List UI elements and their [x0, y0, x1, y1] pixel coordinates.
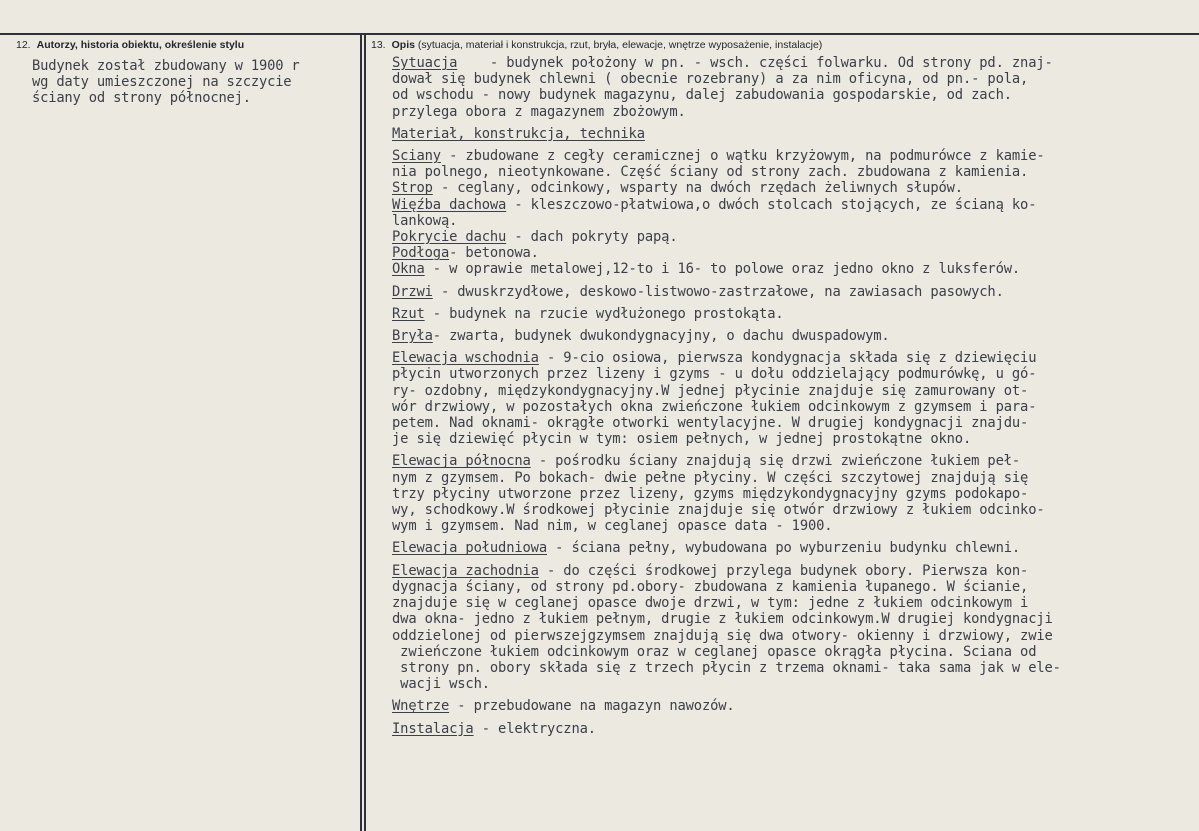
line-text: - w oprawie metalowej,12-to i 16- to polowe oraz jedno okno z luksferów. — [424, 261, 1021, 278]
line-text: wym i gzymsem. Nad nim, w ceglanej opasce data - 1900. — [392, 518, 833, 535]
description-line — [392, 197, 1192, 213]
description-line — [392, 71, 1192, 87]
line-text: - pośrodku ściany znajdują się drzwi zwieńczone łukiem peł- — [530, 453, 1021, 470]
description-line — [392, 261, 1192, 277]
description-line — [392, 518, 1192, 534]
line-text: oddzielonej od pierwszejgzymsem znajdują się dwa otwory- okienny i drzwiowy, zwie — [392, 627, 1053, 644]
description-line — [392, 399, 1192, 415]
line-text: - budynek na rzucie wydłużonego prostokąta. — [424, 305, 784, 322]
field-13-header — [371, 39, 822, 51]
section-paragraph — [392, 261, 1192, 277]
section-heading: Sciany — [392, 148, 441, 165]
line-text: dwa okna- jedno z łukiem pełnym, drugie z łukiem odcinkowym.W drugiej kondygnacji — [392, 611, 1053, 628]
line-text: trzy płyciny utworzone przez lizeny, gzyms międzykondygnacyjny gzyms podokapo- — [392, 485, 1029, 502]
description-line — [392, 383, 1192, 399]
line-text: lankową. — [392, 212, 458, 229]
section-paragraph — [392, 350, 1192, 447]
column-divider-right — [364, 33, 366, 831]
description-line — [392, 595, 1192, 611]
field-13-number: 13. — [371, 39, 386, 51]
line-text: od wschodu - nowy budynek magazynu, dalej zabudowania gospodarskie, od zach. — [392, 87, 1012, 104]
description-line — [392, 306, 1192, 322]
section-paragraph — [392, 698, 1192, 714]
description-line — [392, 87, 1192, 103]
description-line — [392, 676, 1192, 692]
line-text: nym z gzymsem. Po bokach- dwie pełne płyciny. W części szczytowej znajdują się — [392, 469, 1029, 486]
section-heading: Elewacja zachodnia — [392, 562, 539, 579]
section-heading: Instalacja — [392, 720, 474, 737]
left-text-line: Budynek został zbudowany w 1900 r — [32, 58, 300, 74]
section-paragraph — [392, 328, 1192, 344]
description-line — [392, 245, 1192, 261]
line-text: - zwarta, budynek dwukondygnacyjny, o dachu dwuspadowym. — [432, 328, 890, 345]
field-12-title: Autorzy, historia obiektu, określenie stylu — [36, 39, 245, 51]
description-line — [392, 660, 1192, 676]
line-text: zwieńczone łukiem odcinkowym oraz w ceglanej opasce okrągła płycina. Sciana od — [392, 643, 1037, 660]
line-text: dygnacja ściany, od strony pd.obory- zbudowana z kamienia łupanego. W ścianie, — [392, 578, 1029, 595]
description-line — [392, 431, 1192, 447]
field-12-header — [16, 39, 244, 51]
description-line — [392, 698, 1192, 714]
description-line — [392, 721, 1192, 737]
section-heading: Materiał, konstrukcja, technika — [392, 125, 645, 142]
line-text: - dwuskrzydłowe, deskowo-listwowo-zastrzałowe, na zawiasach pasowych. — [432, 283, 1004, 300]
description-text — [392, 55, 1192, 743]
description-line — [392, 148, 1192, 164]
description-line — [392, 180, 1192, 196]
field-13-subtitle: (sytuacja, materiał i konstrukcja, rzut, bryła, elewacje, wnętrze wyposażenie, instalacje) — [417, 39, 823, 51]
line-text: wacji wsch. — [392, 676, 490, 693]
description-line — [392, 126, 1192, 142]
section-paragraph — [392, 721, 1192, 737]
description-line — [392, 644, 1192, 660]
description-line — [392, 453, 1192, 469]
line-text: je się dziewięć płycin w tym: osiem pełnych, w jednej prostokątne okno. — [392, 431, 972, 448]
line-text: - kleszczowo-płatwiowa,o dwóch stolcach stojących, ze ścianą ko- — [506, 196, 1037, 213]
section-heading: Więźba dachowa — [392, 196, 507, 213]
section-paragraph — [392, 540, 1192, 556]
description-line — [392, 284, 1192, 300]
section-heading: Bryła — [392, 328, 433, 345]
section-heading: Drzwi — [392, 283, 433, 300]
section-heading: Okna — [392, 261, 425, 278]
line-text: - dach pokryty papą. — [506, 229, 678, 246]
section-paragraph — [392, 563, 1192, 693]
line-text: - do części środkowej przylega budynek obory. Pierwsza kon- — [538, 562, 1029, 579]
line-text: - budynek położony w pn. - wsch. części folwarku. Od strony pd. znaj- — [457, 55, 1053, 71]
left-text-line: wg daty umieszczonej na szczycie — [32, 74, 292, 90]
section-paragraph — [392, 126, 1192, 142]
line-text: - elektryczna. — [473, 720, 596, 737]
section-heading: Sytuacja — [392, 55, 458, 71]
section-paragraph — [392, 453, 1192, 534]
description-line — [392, 164, 1192, 180]
line-text: dował się budynek chlewni ( obecnie rozebrany) a za nim oficyna, od pn.- pola, — [392, 71, 1029, 88]
line-text: wór drzwiowy, w pozostałych okna zwieńczone łukiem odcinkowym z gzymsem i para- — [392, 398, 1037, 415]
section-heading: Wnętrze — [392, 698, 450, 715]
description-line — [392, 611, 1192, 627]
line-text: - ceglany, odcinkowy, wsparty na dwóch rzędach żeliwnych słupów. — [432, 180, 963, 197]
line-text: przylega obora z magazynem zbożowym. — [392, 103, 686, 120]
description-line — [392, 55, 1192, 71]
line-text: nia polnego, nieotynkowane. Część ściany od strony zach. zbudowana z kamienia. — [392, 164, 1029, 181]
section-heading: Elewacja północna — [392, 453, 531, 470]
line-text: znajduje się w ceglanej opasce dwoje drzwi, w tym: jedne z łukiem odcinkowym i — [392, 595, 1029, 612]
line-text: - zbudowane z cegły ceramicznej o wątku krzyżowym, na podmurówce z kamie- — [440, 148, 1045, 165]
description-line — [392, 415, 1192, 431]
description-line — [392, 486, 1192, 502]
section-paragraph — [392, 55, 1192, 120]
description-line — [392, 470, 1192, 486]
description-line — [392, 229, 1192, 245]
line-text: - 9-cio osiowa, pierwsza kondygnacja składa się z dziewięciu — [538, 350, 1037, 367]
section-heading: Elewacja wschodnia — [392, 350, 539, 367]
section-heading: Pokrycie dachu — [392, 229, 507, 246]
description-line — [392, 213, 1192, 229]
line-text: ry- ozdobny, międzykondygnacyjny.W jednej płycinie znajduje się zamurowany ot- — [392, 382, 1029, 399]
description-line — [392, 563, 1192, 579]
authors-history-text — [32, 58, 358, 106]
header-rule — [0, 33, 1199, 35]
section-heading: Elewacja południowa — [392, 540, 547, 557]
field-12-number: 12. — [16, 39, 31, 51]
line-text: petem. Nad oknami- okrągłe otworki wentylacyjne. W drugiej kondygnacji znajdu- — [392, 415, 1029, 432]
line-text: - betonowa. — [449, 245, 539, 262]
section-heading: Strop — [392, 180, 433, 197]
line-text: wy, schodkowy.W środkowej płycinie znajduje się otwór drzwiowy z łukiem odcinko- — [392, 502, 1045, 519]
description-line — [392, 350, 1192, 366]
field-13-title: Opis — [391, 39, 415, 51]
column-divider-left — [360, 33, 362, 831]
line-text: - przebudowane na magazyn nawozów. — [449, 698, 735, 715]
section-heading: Rzut — [392, 305, 425, 322]
description-line — [392, 366, 1192, 382]
section-paragraph — [392, 306, 1192, 322]
description-line — [392, 628, 1192, 644]
description-line — [392, 328, 1192, 344]
description-line — [392, 579, 1192, 595]
left-text-line: ściany od strony północnej. — [32, 90, 251, 106]
section-paragraph — [392, 148, 1192, 261]
section-paragraph — [392, 284, 1192, 300]
line-text: - ściana pełny, wybudowana po wyburzeniu budynku chlewni. — [546, 540, 1021, 557]
description-line — [392, 502, 1192, 518]
section-heading: Podłoga — [392, 245, 450, 262]
line-text: strony pn. obory składa się z trzech płycin z trzema oknami- taka sama jak w ele- — [392, 659, 1061, 676]
line-text: płycin utworzonych przez lizeny i gzyms - u dołu oddzielający podmurówkę, u gó- — [392, 366, 1037, 383]
description-line — [392, 540, 1192, 556]
description-line — [392, 104, 1192, 120]
